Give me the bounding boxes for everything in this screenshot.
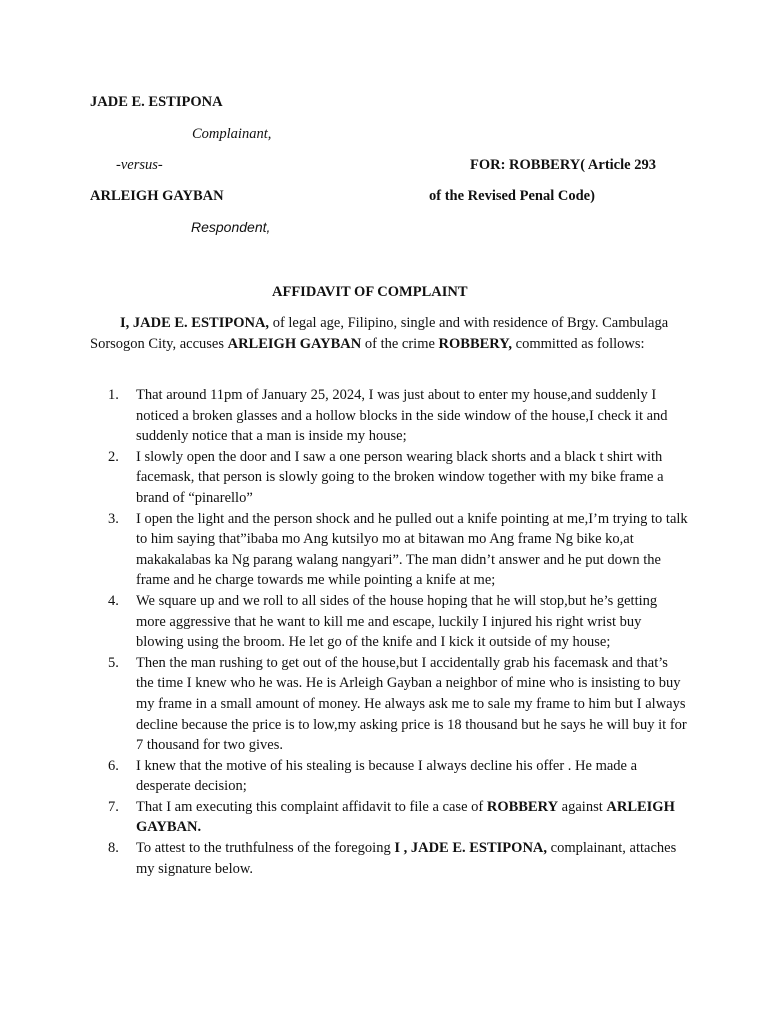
allegation-number: 4. xyxy=(108,592,119,609)
allegation-number: 5. xyxy=(108,654,119,671)
allegation-number: 8. xyxy=(108,840,119,857)
allegation-item xyxy=(108,838,688,879)
allegation-text: I open the light and the person shock and he pulled out a knife pointing at me,I’m trying to talk to him saying that”ibaba mo Ang kutsilyo mo at bitawan mo Ang frame Ng bike ko,at makakalabas ka Ng parang walang nangyari”. The man didn’t answer and he put down the frame and he charge towards me while pointing a knife at me; xyxy=(136,510,688,589)
allegation-text: I knew that the motive of his stealing is because I always decline his offer . He made a desperate decision; xyxy=(136,757,638,795)
allegation-text: That I am executing this complaint affidavit to file a case of ROBBERY against ARLEIGH GAYBAN. xyxy=(136,798,675,836)
allegation-number: 3. xyxy=(108,510,119,527)
versus-label: -versus- xyxy=(116,157,163,173)
allegation-text: We square up and we roll to all sides of the house hoping that he will stop,but he’s getting more aggressive that he want to kill me and escape, luckily I injured his right wrist buy blowing using the broom. He let go of the knife and I kick it outside of my house; xyxy=(136,592,658,651)
allegation-text: I slowly open the door and I saw a one person wearing black shorts and a black t shirt with facemask, that person is slowly going to the broken window together with my bike frame a brand of “pinarello” xyxy=(136,448,664,506)
allegation-text: Then the man rushing to get out of the house,but I accidentally grab his facemask and that’s the time I knew who he was. He is Arleigh Gayban a neighbor of mine who is insisting to buy my frame in a small amount of money. He always ask me to sale my frame to him but I always decline because the price is to low,my asking price is 18 thousand but he says he will buy it for 7 thousand for two gives. xyxy=(136,654,687,754)
allegation-item xyxy=(108,797,688,838)
allegation-item xyxy=(108,756,688,797)
complainant-role: Complainant, xyxy=(192,126,272,142)
allegation-item xyxy=(108,591,688,653)
allegation-number: 7. xyxy=(108,798,119,815)
allegation-item xyxy=(108,509,688,591)
complainant-name: JADE E. ESTIPONA xyxy=(90,94,223,110)
allegation-text: To attest to the truthfulness of the foregoing I , JADE E. ESTIPONA, complainant, attaches my signature below. xyxy=(136,840,677,877)
charge-line-2: of the Revised Penal Code) xyxy=(429,188,595,204)
allegations-list xyxy=(108,385,688,879)
allegation-text: That around 11pm of January 25, 2024, I was just about to enter my house,and suddenly I noticed a broken glasses and a hollow blocks in the side window of the house,I check it and suddenly notice that a man is inside my house; xyxy=(136,387,668,445)
allegation-item xyxy=(108,385,688,447)
charge-line-1: FOR: ROBBERY( Article 293 xyxy=(470,157,656,173)
allegation-item xyxy=(108,447,688,509)
respondent-role: Respondent, xyxy=(191,219,271,235)
allegation-number: 1. xyxy=(108,387,119,403)
document-title: AFFIDAVIT OF COMPLAINT xyxy=(272,284,468,300)
respondent-name: ARLEIGH GAYBAN xyxy=(90,188,224,204)
intro-paragraph: I, JADE E. ESTIPONA, of legal age, Filipino, single and with residence of Brgy. Cambulaga Sorsogon City, accuses ARLEIGH GAYBAN of the crime ROBBERY, committed as follows: xyxy=(90,315,669,352)
allegation-item xyxy=(108,653,688,756)
allegation-number: 6. xyxy=(108,757,119,774)
allegation-number: 2. xyxy=(108,448,119,465)
